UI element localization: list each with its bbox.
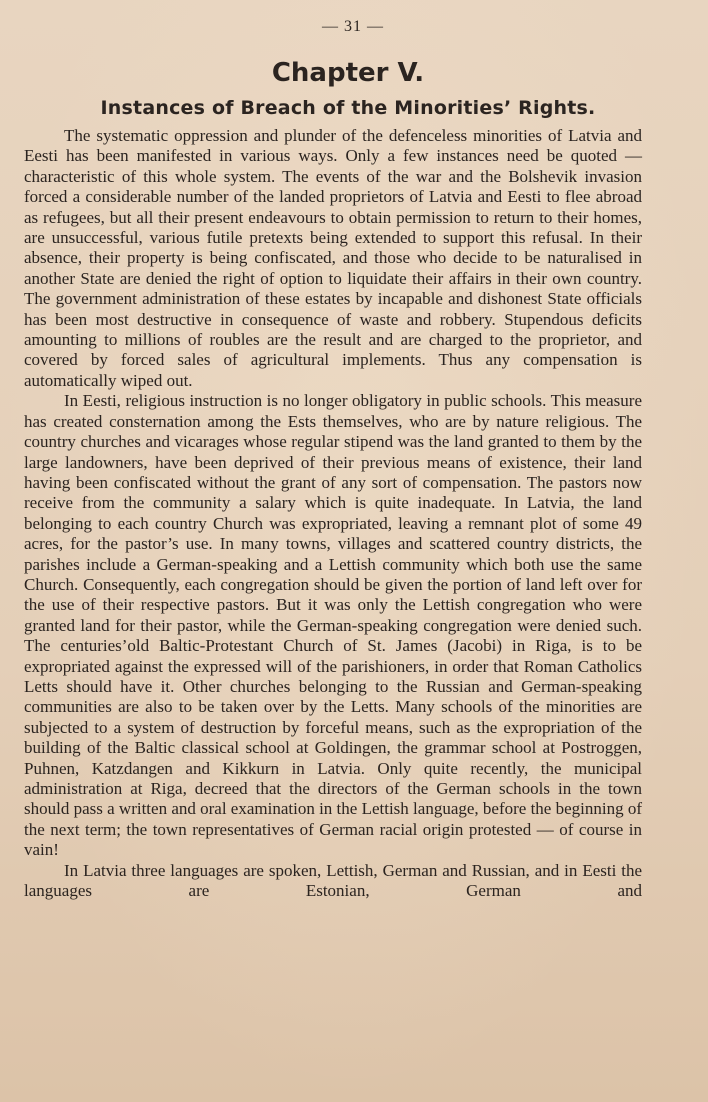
page-number: — 31 — [322, 18, 384, 35]
paragraph-1: The systematic oppression and plunder of the defenceless minorities of Latvia and Eesti has been manifested in various ways. Only a few instances need be quoted — characteristic of this whole system. The events of the war and the Bolshevik invasion forced a considerable number of the landed proprietors of Latvia and Eesti to flee abroad as refugees, but all their present endeavours to obtain permission to return to their homes, are unsuccessful, various futile pretexts being extended to support this refusal. In their absence, their property is being confiscated, and those who decide to be naturalised in another State are denied the right of option to liquidate their affairs in their own country. The government administration of these estates by incapable and dishonest State officials has been most destructive in consequence of waste and robbery. Stupendous deficits amounting to millions of roubles are the result and are charged to the proprietor, and covered by forced sales of agricultural implements. Thus any compensation is automatically wiped out. [24, 126, 642, 390]
paragraph-2: In Eesti, religious instruction is no longer obligatory in public schools. This measure has created consternation among the Ests themselves, who are by nature religious. The country churches and vicarages whose regular stipend was the land granted to them by the large landowners, have been deprived of their previous means of existence, their land having been confiscated without the grant of any sort of compensation. The pastors now receive from the community a salary which is quite inadequate. In Latvia, the land belonging to each country Church was expropriated, leaving a remnant plot of some 49 acres, for the pastor’s use. In many towns, villages and scattered country districts, the parishes include a German-speaking and a Lettish community which both use the same Church. Consequently, each congregation should be given the portion of land left over for the use of their respective pastors. But it was only the Lettish congregation who were granted land for their pastor, while the German-speaking congregation were denied such. The centuries’old Baltic-Protestant Church of St. James (Jacobi) in Riga, is to be expropriated against the expressed will of the parishioners, in order that Roman Catholics Letts should have it. Other churches belonging to the Russian and German-speaking communities are also to be taken over by the Letts. Many schools of the minorities are subjected to a system of destruction by forceful means, such as the expropriation of the building of the Baltic classical school at Goldingen, the grammar school at Postroggen, Puhnen, Katzdangen and Kikkurn in Latvia. Only quite recently, the municipal administration at Riga, decreed that the directors of the German schools in the town should pass a written and oral examination in the Lettish language, before the beginning of the next term; the town representatives of German racial origin protested — of course in vain! [24, 391, 642, 860]
document-page [24, 14, 642, 901]
section-title: Instances of Breach of the Minorities’ Rights. [100, 97, 596, 119]
paragraph-3: In Latvia three languages are spoken, Lettish, German and Russian, and in Eesti the languages are Estonian, German and [24, 860, 642, 901]
body-text [24, 126, 642, 901]
chapter-title: Chapter V. [271, 58, 425, 88]
